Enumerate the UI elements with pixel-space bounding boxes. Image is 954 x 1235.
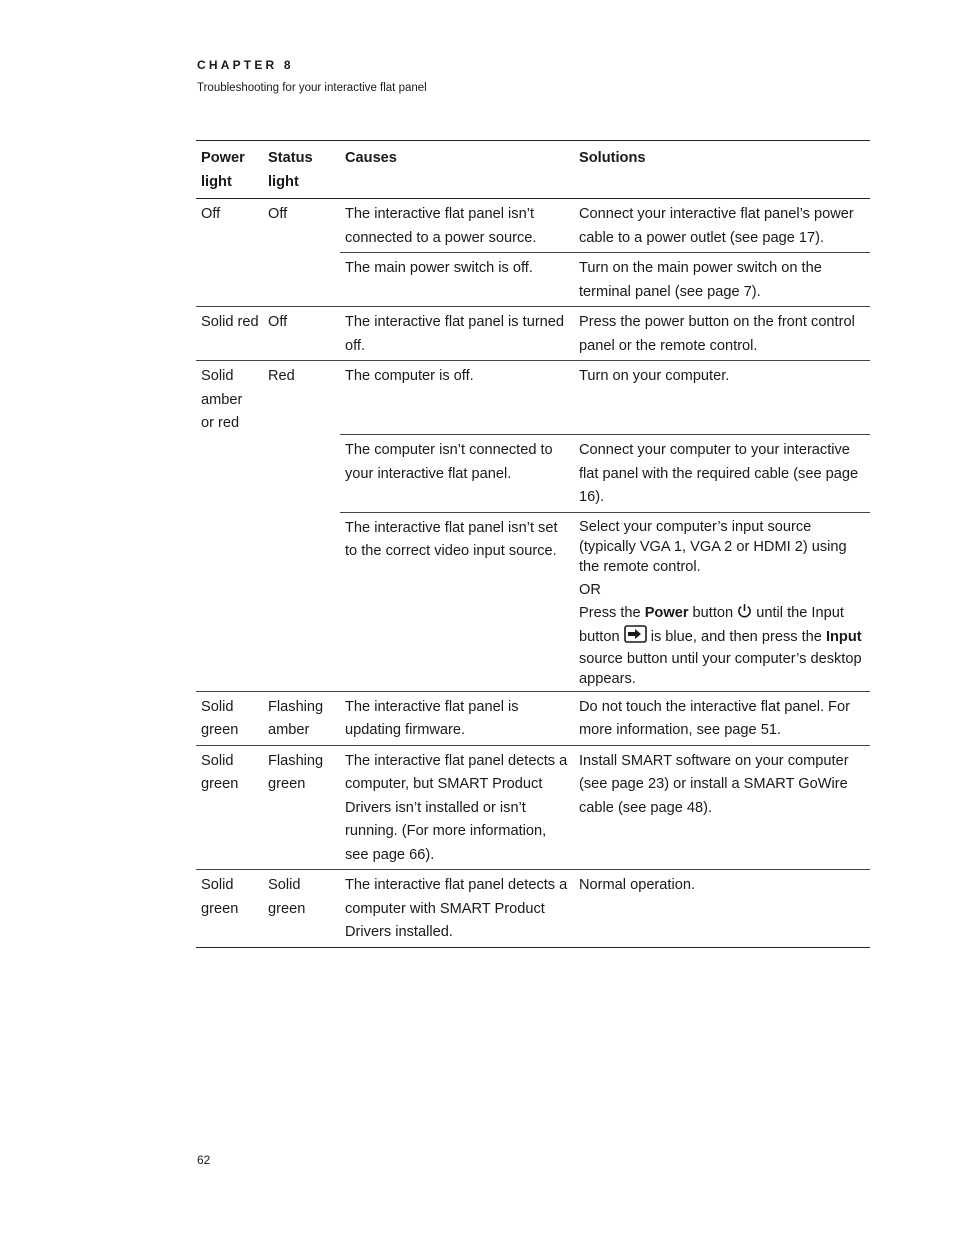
header-status-light: Status light bbox=[268, 150, 313, 190]
header-causes: Causes bbox=[345, 150, 397, 166]
solution-text: Press the bbox=[579, 604, 645, 621]
solution-cell: Normal operation. bbox=[574, 870, 870, 948]
cause-cell: The main power switch is off. bbox=[340, 253, 574, 307]
table-row bbox=[196, 199, 870, 253]
solution-text-a: Select your computer’s input source (typically VGA 1, VGA 2 or HDMI 2) using the remote control. bbox=[579, 518, 847, 575]
power-light-cell: Solid amber or red bbox=[196, 361, 263, 692]
solution-cell bbox=[574, 512, 870, 691]
status-light-cell: Flashing amber bbox=[263, 691, 340, 745]
solution-text: until the Input button bbox=[579, 604, 844, 645]
page-number: 62 bbox=[197, 1153, 211, 1167]
table-row bbox=[196, 745, 870, 870]
cause-cell: The interactive flat panel is updating firmware. bbox=[340, 691, 574, 745]
solution-text: is blue, and then press the bbox=[646, 628, 826, 645]
table-row bbox=[196, 870, 870, 948]
table-row bbox=[196, 361, 870, 435]
power-light-cell: Solid green bbox=[196, 870, 263, 948]
power-light-cell: Solid green bbox=[196, 691, 263, 745]
power-light-cell: Solid green bbox=[196, 745, 263, 870]
status-light-cell: Flashing green bbox=[263, 745, 340, 870]
solution-cell: Connect your interactive flat panel’s power cable to a power outlet (see page 17). bbox=[574, 199, 870, 253]
table-row bbox=[196, 307, 870, 361]
cause-cell: The interactive flat panel isn’t connected to a power source. bbox=[340, 199, 574, 253]
power-light-cell: Off bbox=[196, 199, 263, 307]
cause-cell: The interactive flat panel isn’t set to the correct video input source. bbox=[340, 512, 574, 691]
solution-text: source button until your computer’s desktop appears. bbox=[579, 650, 862, 687]
solution-text: button bbox=[688, 604, 738, 621]
solution-cell: Connect your computer to your interactive flat panel with the required cable (see page 16). bbox=[574, 435, 870, 513]
status-light-cell: Off bbox=[263, 199, 340, 307]
cause-cell: The interactive flat panel is turned off. bbox=[340, 307, 574, 361]
solution-text-b bbox=[579, 603, 866, 689]
power-light-cell: Solid red bbox=[196, 307, 263, 361]
cause-cell: The interactive flat panel detects a computer, but SMART Product Drivers isn’t installed or isn’t running. (For more information, see page 66). bbox=[340, 745, 574, 870]
power-term: Power bbox=[644, 604, 689, 621]
header-solutions: Solutions bbox=[579, 150, 646, 166]
header-power-light: Power light bbox=[201, 150, 245, 190]
input-arrow-icon bbox=[624, 625, 647, 649]
troubleshooting-table bbox=[196, 140, 870, 948]
table-header-row bbox=[196, 141, 870, 199]
status-light-cell: Off bbox=[263, 307, 340, 361]
solution-or: OR bbox=[579, 581, 601, 598]
status-light-cell: Red bbox=[263, 361, 340, 692]
chapter-label: CHAPTER 8 bbox=[197, 58, 294, 72]
table-row bbox=[196, 691, 870, 745]
chapter-subtitle: Troubleshooting for your interactive flat panel bbox=[197, 82, 427, 94]
power-icon bbox=[737, 603, 752, 625]
status-light-cell: Solid green bbox=[263, 870, 340, 948]
solution-cell: Press the power button on the front control panel or the remote control. bbox=[574, 307, 870, 361]
cause-cell: The computer isn’t connected to your interactive flat panel. bbox=[340, 435, 574, 513]
cause-cell: The interactive flat panel detects a computer with SMART Product Drivers installed. bbox=[340, 870, 574, 948]
solution-cell: Install SMART software on your computer (see page 23) or install a SMART GoWire cable (see page 48). bbox=[574, 745, 870, 870]
cause-cell: The computer is off. bbox=[340, 361, 574, 435]
solution-cell: Do not touch the interactive flat panel. For more information, see page 51. bbox=[574, 691, 870, 745]
solution-cell: Turn on the main power switch on the terminal panel (see page 7). bbox=[574, 253, 870, 307]
solution-cell: Turn on your computer. bbox=[574, 361, 870, 435]
input-term: Input bbox=[825, 628, 862, 645]
